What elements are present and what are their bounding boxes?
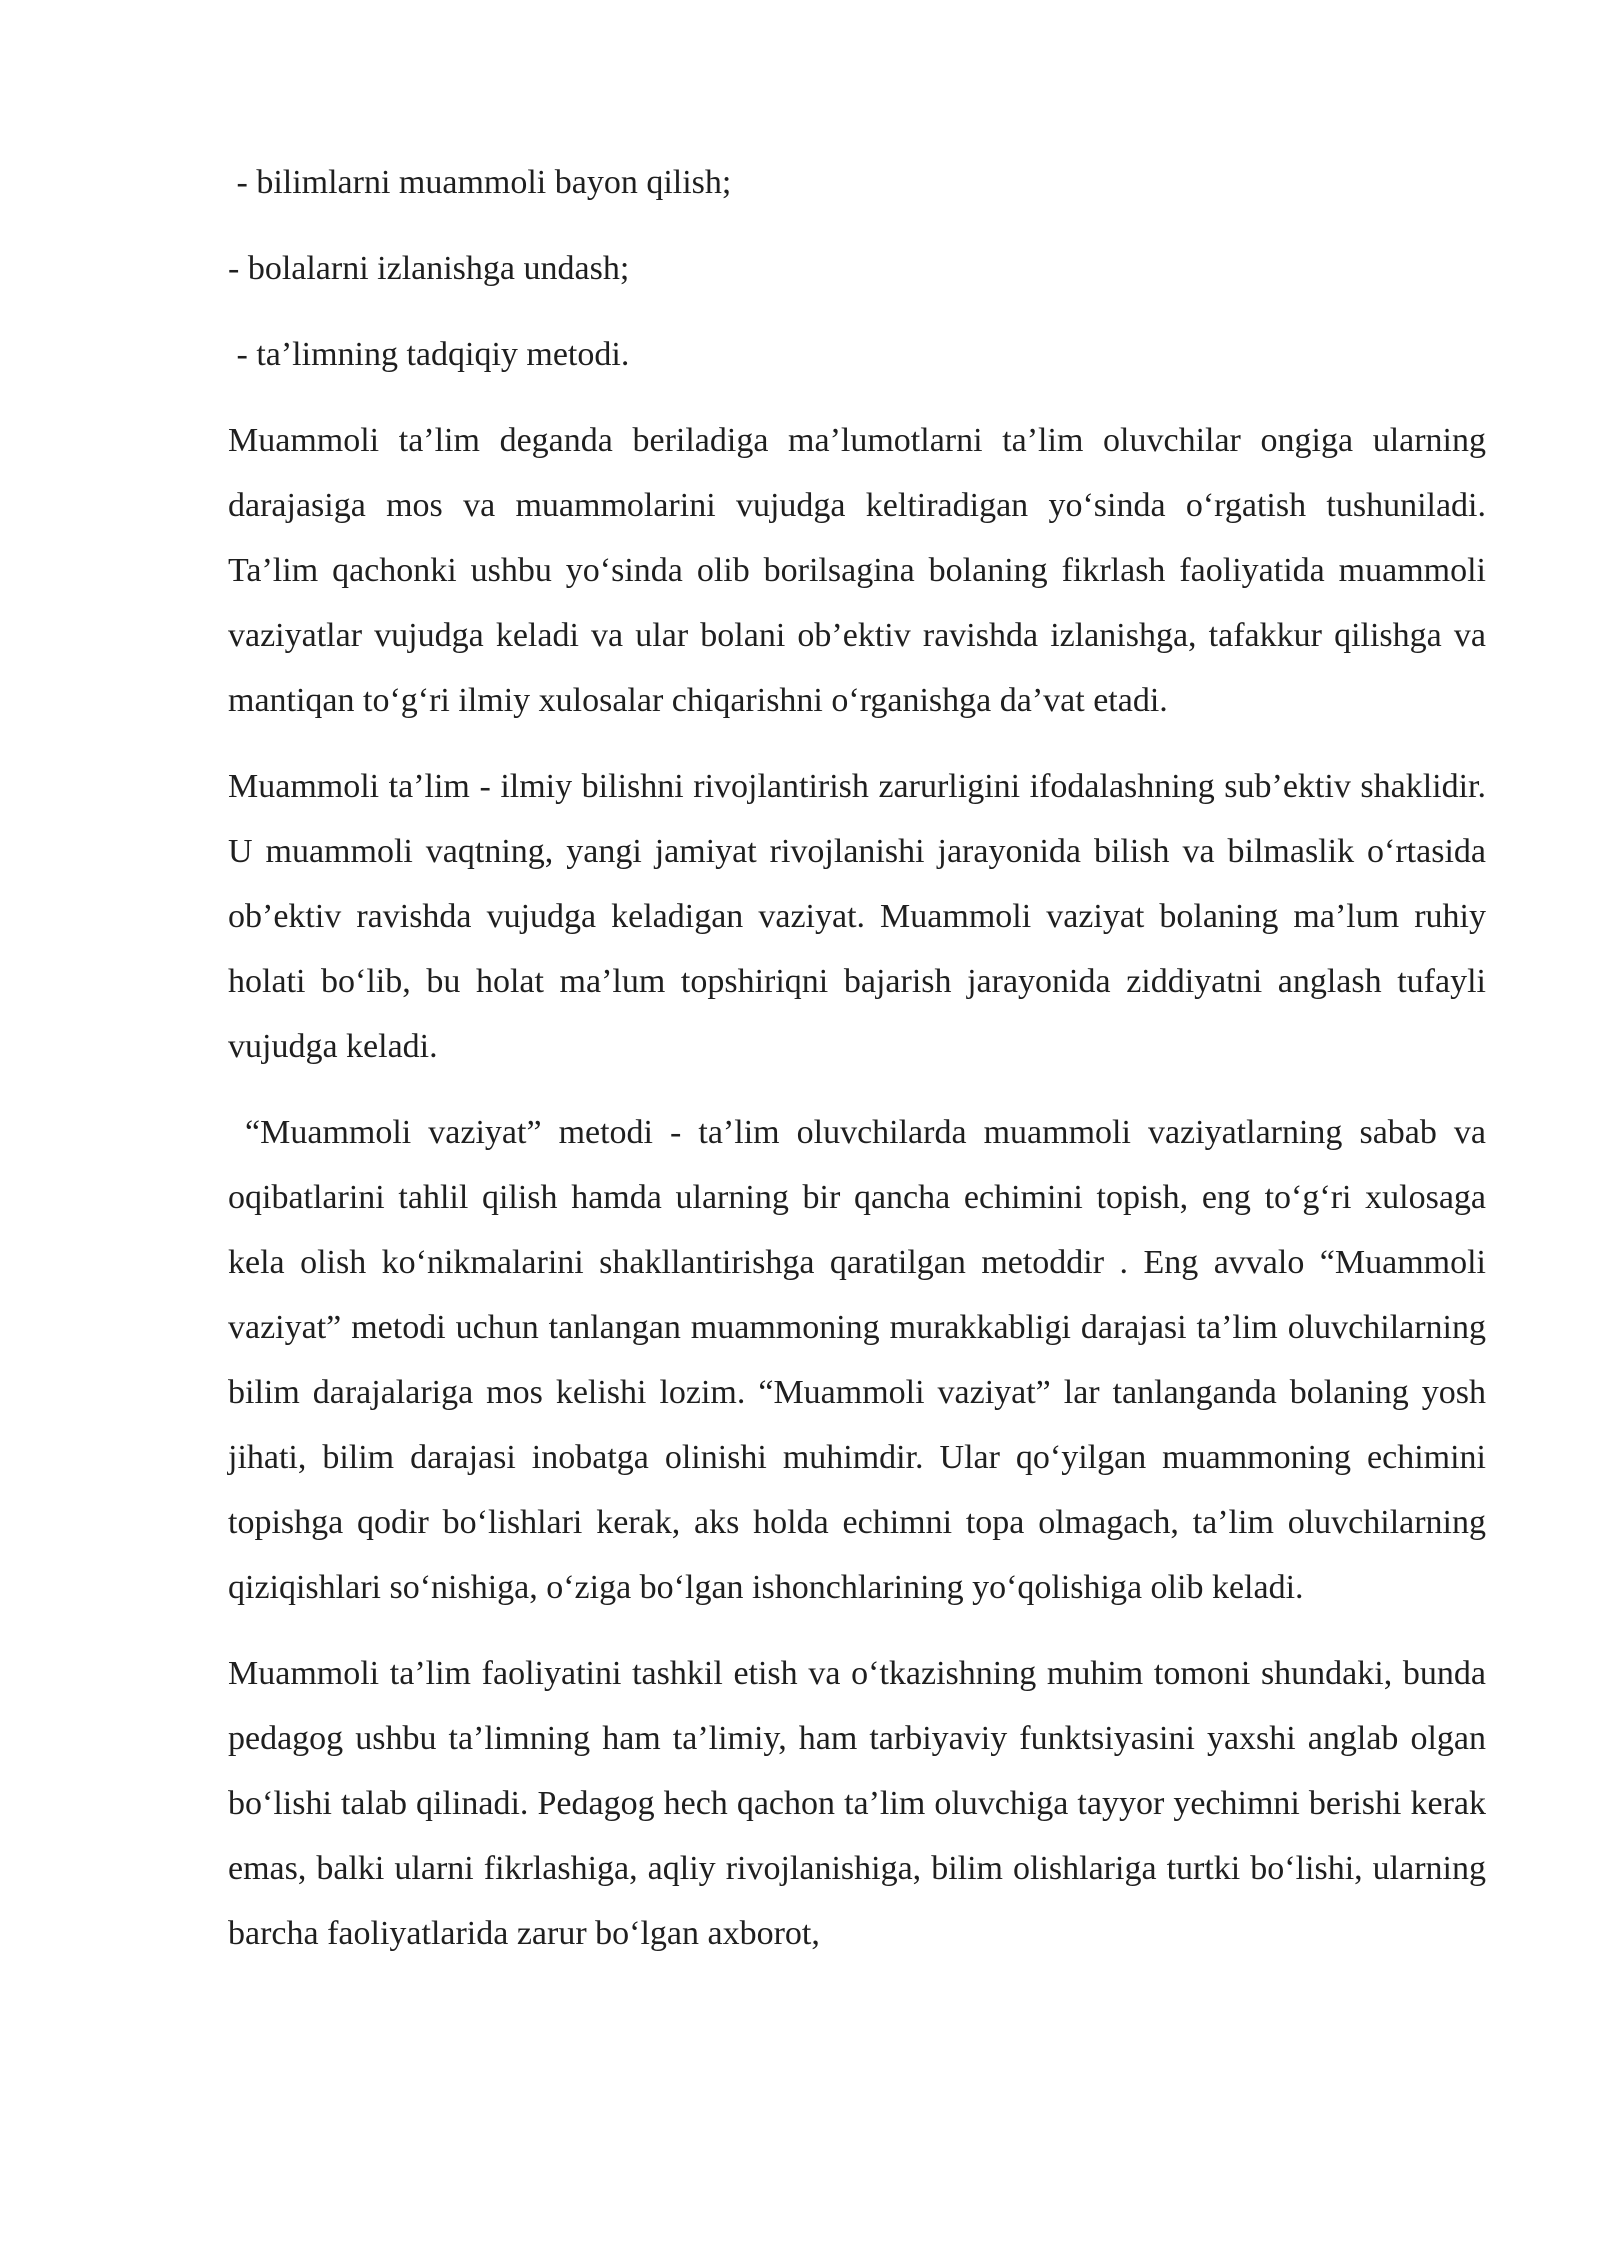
bullet-item: - ta’limning tadqiqiy metodi. [228, 336, 630, 373]
paragraph: “Muammoli vaziyat” metodi - ta’lim oluvchilarda muammoli vaziyatlarning sabab va oqibatlarini tahlil qilish hamda ularning bir qancha echimini topish, eng to‘g‘ri xulosaga kela olish ko‘nikmalarini shakllantirishga qaratilgan metoddir . Eng avvalo “Muammoli vaziyat” metodi uchun tanlangan muammoning murakkabligi darajasi ta’lim oluvchilarning bilim darajalariga mos kelishi lozim. “Muammoli vaziyat” lar tanlanganda bolaning yosh jihati, bilim darajasi inobatga olinishi muhimdir. Ular qo‘yilgan muammoning echimini topishga qodir bo‘lishlari kerak, aks holda echimni topa olmagach, ta’lim oluvchilarning qiziqishlari so‘nishiga, o‘ziga bo‘lgan ishonchlarining yo‘qolishiga olib keladi. [228, 1114, 1495, 1606]
paragraph: Muammoli ta’lim deganda beriladiga ma’lumotlarni ta’lim oluvchilar ongiga ularning darajasiga mos va muammolarini vujudga keltiradigan yo‘sinda o‘rgatish tushuniladi. Ta’lim qachonki ushbu yo‘sinda olib borilsagina bolaning fikrlash faoliyatida muammoli vaziyatlar vujudga keladi va ular bolani ob’ektiv ravishda izlanishga, tafakkur qilishga va mantiqan to‘g‘ri ilmiy xulosalar chiqarishni o‘rganishga da’vat etadi. [228, 422, 1495, 719]
paragraph: Muammoli ta’lim faoliyatini tashkil etish va o‘tkazishning muhim tomoni shundaki, bunda pedagog ushbu ta’limning ham ta’limiy, ham tarbiyaviy funktsiyasini yaxshi anglab olgan bo‘lishi talab qilinadi. Pedagog hech qachon ta’lim oluvchiga tayyor yechimni berishi kerak emas, balki ularni fikrlashiga, aqliy rivojlanishiga, bilim olishlariga turtki bo‘lishi, ularning barcha faoliyatlarida zarur bo‘lgan axborot, [228, 1655, 1495, 1952]
paragraph: Muammoli ta’lim - ilmiy bilishni rivojlantirish zarurligini ifodalashning sub’ektiv shaklidir. U muammoli vaqtning, yangi jamiyat rivojlanishi jarayonida bilish va bilmaslik o‘rtasida ob’ektiv ravishda vujudga keladigan vaziyat. Muammoli vaziyat bolaning ma’lum ruhiy holati bo‘lib, bu holat ma’lum topshiriqni bajarish jarayonida ziddiyatni anglash tufayli vujudga keladi. [228, 768, 1495, 1065]
bullet-item: - bolalarni izlanishga undash; [228, 250, 630, 287]
bullet-item: - bilimlarni muammoli bayon qilish; [228, 164, 732, 201]
document-body [228, 150, 1495, 1987]
